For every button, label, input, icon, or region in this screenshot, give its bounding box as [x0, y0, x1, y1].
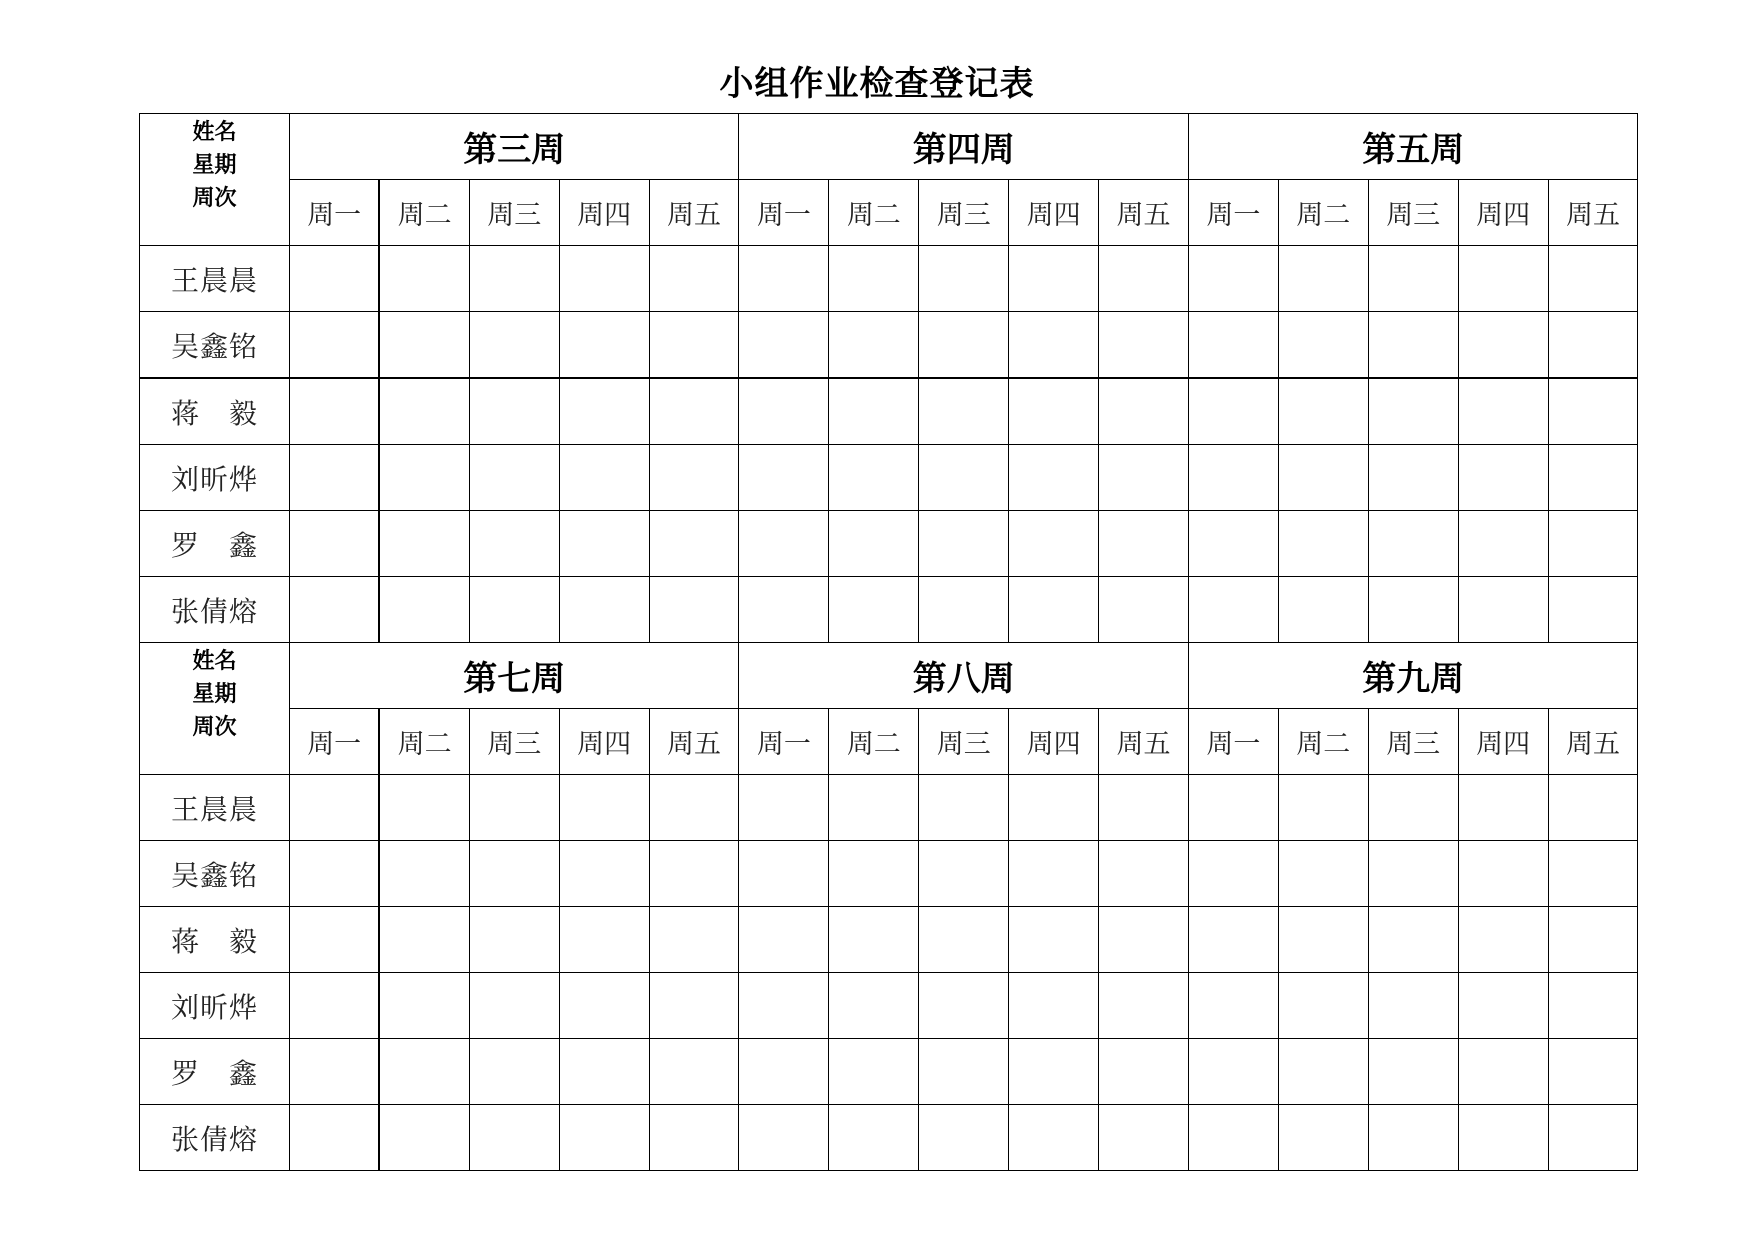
day-header: 周二 [829, 709, 919, 775]
corner-label: 周次 [192, 185, 237, 211]
check-cell[interactable] [829, 907, 919, 973]
check-cell[interactable] [919, 1105, 1009, 1171]
check-cell[interactable] [1099, 973, 1189, 1039]
check-cell[interactable] [1188, 907, 1278, 973]
check-cell[interactable] [829, 577, 919, 643]
check-cell[interactable] [1548, 246, 1638, 312]
check-cell[interactable] [739, 841, 829, 907]
corner-header-cell [140, 643, 290, 775]
check-cell[interactable] [919, 841, 1009, 907]
check-cell[interactable] [1458, 577, 1548, 643]
check-cell[interactable] [1009, 445, 1099, 511]
corner-label: 周次 [192, 714, 237, 740]
check-cell[interactable] [919, 378, 1009, 445]
week-header-row [140, 643, 1638, 709]
student-name: 罗 鑫 [140, 511, 290, 577]
check-cell[interactable] [559, 907, 649, 973]
check-cell[interactable] [290, 1105, 380, 1171]
check-cell[interactable] [1548, 775, 1638, 841]
student-row [140, 246, 1638, 312]
homework-check-table [139, 113, 1638, 1171]
student-row [140, 312, 1638, 379]
check-cell[interactable] [919, 246, 1009, 312]
check-cell[interactable] [829, 312, 919, 379]
check-cell[interactable] [559, 246, 649, 312]
check-cell[interactable] [290, 841, 380, 907]
check-cell[interactable] [649, 841, 739, 907]
week-header: 第八周 [739, 643, 1188, 709]
check-cell[interactable] [1278, 1039, 1368, 1105]
check-cell[interactable] [1368, 1039, 1458, 1105]
check-cell[interactable] [829, 775, 919, 841]
check-cell[interactable] [1009, 378, 1099, 445]
check-cell[interactable] [1099, 445, 1189, 511]
check-cell[interactable] [1548, 973, 1638, 1039]
check-cell[interactable] [379, 841, 469, 907]
check-cell[interactable] [559, 511, 649, 577]
check-cell[interactable] [290, 378, 380, 445]
check-cell[interactable] [559, 577, 649, 643]
week-header: 第三周 [290, 114, 739, 180]
check-cell[interactable] [559, 1039, 649, 1105]
day-header: 周二 [1278, 180, 1368, 246]
check-cell[interactable] [1099, 378, 1189, 445]
check-cell[interactable] [1548, 312, 1638, 379]
check-cell[interactable] [379, 511, 469, 577]
check-cell[interactable] [1278, 907, 1368, 973]
check-cell[interactable] [1188, 511, 1278, 577]
day-header: 周五 [1099, 709, 1189, 775]
student-row [140, 511, 1638, 577]
check-cell[interactable] [1278, 378, 1368, 445]
check-cell[interactable] [559, 445, 649, 511]
check-cell[interactable] [469, 973, 559, 1039]
check-cell[interactable] [739, 907, 829, 973]
check-cell[interactable] [649, 1039, 739, 1105]
check-cell[interactable] [559, 973, 649, 1039]
check-cell[interactable] [919, 907, 1009, 973]
check-cell[interactable] [469, 907, 559, 973]
check-cell[interactable] [1458, 378, 1548, 445]
check-cell[interactable] [919, 511, 1009, 577]
week-header-row [140, 114, 1638, 180]
check-cell[interactable] [1009, 312, 1099, 379]
day-header: 周四 [1009, 180, 1099, 246]
check-cell[interactable] [919, 973, 1009, 1039]
check-cell[interactable] [1278, 775, 1368, 841]
check-cell[interactable] [1099, 511, 1189, 577]
check-cell[interactable] [1009, 246, 1099, 312]
check-cell[interactable] [469, 775, 559, 841]
student-row [140, 378, 1638, 445]
check-cell[interactable] [1278, 973, 1368, 1039]
day-header: 周二 [379, 709, 469, 775]
check-cell[interactable] [829, 841, 919, 907]
check-cell[interactable] [1188, 246, 1278, 312]
check-cell[interactable] [1548, 907, 1638, 973]
check-cell[interactable] [1188, 775, 1278, 841]
check-cell[interactable] [1278, 511, 1368, 577]
check-cell[interactable] [1278, 246, 1368, 312]
check-cell[interactable] [290, 511, 380, 577]
day-header: 周一 [1188, 180, 1278, 246]
check-cell[interactable] [1368, 577, 1458, 643]
check-cell[interactable] [379, 1105, 469, 1171]
check-cell[interactable] [1458, 775, 1548, 841]
check-cell[interactable] [379, 312, 469, 379]
check-cell[interactable] [649, 378, 739, 445]
check-cell[interactable] [829, 1105, 919, 1171]
check-cell[interactable] [739, 775, 829, 841]
day-header: 周四 [1009, 709, 1099, 775]
check-cell[interactable] [1368, 312, 1458, 379]
check-cell[interactable] [1548, 1039, 1638, 1105]
check-cell[interactable] [469, 1105, 559, 1171]
corner-label: 星期 [192, 681, 237, 707]
student-row [140, 445, 1638, 511]
check-cell[interactable] [1188, 841, 1278, 907]
day-header: 周三 [1368, 180, 1458, 246]
check-cell[interactable] [1188, 1039, 1278, 1105]
corner-label: 姓名 [192, 648, 237, 674]
check-cell[interactable] [1099, 841, 1189, 907]
check-cell[interactable] [379, 577, 469, 643]
check-cell[interactable] [379, 1039, 469, 1105]
check-cell[interactable] [1009, 1105, 1099, 1171]
check-cell[interactable] [1278, 841, 1368, 907]
check-cell[interactable] [1368, 246, 1458, 312]
check-cell[interactable] [1458, 973, 1548, 1039]
check-cell[interactable] [1458, 246, 1548, 312]
check-cell[interactable] [559, 841, 649, 907]
check-cell[interactable] [1458, 511, 1548, 577]
check-cell[interactable] [1458, 1105, 1548, 1171]
check-cell[interactable] [290, 1039, 380, 1105]
check-cell[interactable] [1548, 577, 1638, 643]
check-cell[interactable] [1278, 312, 1368, 379]
check-cell[interactable] [1368, 445, 1458, 511]
check-cell[interactable] [559, 1105, 649, 1171]
check-cell[interactable] [1458, 907, 1548, 973]
check-cell[interactable] [1458, 1039, 1548, 1105]
check-cell[interactable] [829, 445, 919, 511]
check-cell[interactable] [919, 775, 1009, 841]
student-name: 刘昕烨 [140, 445, 290, 511]
check-cell[interactable] [1368, 907, 1458, 973]
day-header: 周四 [1458, 709, 1548, 775]
check-cell[interactable] [379, 246, 469, 312]
check-cell[interactable] [649, 973, 739, 1039]
day-header: 周三 [469, 709, 559, 775]
check-cell[interactable] [649, 511, 739, 577]
check-cell[interactable] [1099, 246, 1189, 312]
check-cell[interactable] [1368, 1105, 1458, 1171]
check-cell[interactable] [1009, 511, 1099, 577]
check-cell[interactable] [649, 577, 739, 643]
check-cell[interactable] [1548, 378, 1638, 445]
check-cell[interactable] [739, 246, 829, 312]
check-cell[interactable] [469, 841, 559, 907]
student-name: 刘昕烨 [140, 973, 290, 1039]
check-cell[interactable] [379, 445, 469, 511]
day-header: 周五 [1548, 709, 1638, 775]
check-cell[interactable] [469, 312, 559, 379]
week-header: 第九周 [1188, 643, 1637, 709]
day-header-row [140, 709, 1638, 775]
check-cell[interactable] [1099, 312, 1189, 379]
week-header: 第七周 [290, 643, 739, 709]
student-name: 张倩熔 [140, 577, 290, 643]
check-cell[interactable] [739, 378, 829, 445]
check-cell[interactable] [290, 445, 380, 511]
week-header: 第四周 [739, 114, 1188, 180]
check-cell[interactable] [829, 511, 919, 577]
check-cell[interactable] [1099, 577, 1189, 643]
day-header: 周一 [290, 180, 380, 246]
check-cell[interactable] [559, 775, 649, 841]
check-cell[interactable] [1009, 1039, 1099, 1105]
check-cell[interactable] [649, 775, 739, 841]
day-header: 周三 [1368, 709, 1458, 775]
day-header: 周五 [1548, 180, 1638, 246]
student-name: 吴鑫铭 [140, 841, 290, 907]
check-cell[interactable] [469, 246, 559, 312]
day-header: 周四 [1458, 180, 1548, 246]
check-cell[interactable] [739, 1105, 829, 1171]
check-cell[interactable] [290, 577, 380, 643]
check-cell[interactable] [829, 378, 919, 445]
day-header: 周五 [649, 180, 739, 246]
day-header: 周五 [1099, 180, 1189, 246]
student-row [140, 907, 1638, 973]
student-row [140, 1039, 1638, 1105]
day-header: 周一 [739, 180, 829, 246]
page-title: 小组作业检查登记表 [719, 64, 1035, 104]
check-cell[interactable] [1368, 841, 1458, 907]
check-cell[interactable] [1188, 312, 1278, 379]
check-cell[interactable] [1009, 577, 1099, 643]
day-header: 周一 [290, 709, 380, 775]
student-name: 蒋 毅 [140, 907, 290, 973]
check-cell[interactable] [1099, 1039, 1189, 1105]
check-cell[interactable] [290, 312, 380, 379]
day-header: 周一 [739, 709, 829, 775]
check-cell[interactable] [829, 246, 919, 312]
check-cell[interactable] [919, 1039, 1009, 1105]
check-cell[interactable] [739, 577, 829, 643]
check-cell[interactable] [1009, 775, 1099, 841]
check-cell[interactable] [829, 973, 919, 1039]
check-cell[interactable] [469, 1039, 559, 1105]
check-cell[interactable] [1188, 577, 1278, 643]
student-name: 张倩熔 [140, 1105, 290, 1171]
student-row [140, 1105, 1638, 1171]
check-cell[interactable] [649, 1105, 739, 1171]
check-cell[interactable] [290, 973, 380, 1039]
check-cell[interactable] [919, 577, 1009, 643]
week-header: 第五周 [1188, 114, 1637, 180]
student-row [140, 577, 1638, 643]
check-cell[interactable] [1099, 775, 1189, 841]
check-cell[interactable] [290, 775, 380, 841]
check-cell[interactable] [919, 445, 1009, 511]
check-cell[interactable] [1458, 312, 1548, 379]
day-header: 周二 [1278, 709, 1368, 775]
check-cell[interactable] [1099, 907, 1189, 973]
check-cell[interactable] [1458, 841, 1548, 907]
student-row [140, 973, 1638, 1039]
check-cell[interactable] [1548, 841, 1638, 907]
check-cell[interactable] [379, 907, 469, 973]
student-name: 王晨晨 [140, 775, 290, 841]
check-cell[interactable] [1368, 775, 1458, 841]
check-cell[interactable] [649, 246, 739, 312]
check-cell[interactable] [829, 1039, 919, 1105]
day-header: 周一 [1188, 709, 1278, 775]
day-header: 周二 [379, 180, 469, 246]
day-header: 周三 [919, 709, 1009, 775]
check-cell[interactable] [1548, 445, 1638, 511]
check-cell[interactable] [1278, 577, 1368, 643]
check-cell[interactable] [379, 775, 469, 841]
check-cell[interactable] [559, 378, 649, 445]
check-cell[interactable] [379, 973, 469, 1039]
check-cell[interactable] [1458, 445, 1548, 511]
check-cell[interactable] [1368, 511, 1458, 577]
check-cell[interactable] [739, 973, 829, 1039]
check-cell[interactable] [919, 312, 1009, 379]
day-header: 周二 [829, 180, 919, 246]
check-cell[interactable] [739, 1039, 829, 1105]
check-cell[interactable] [1278, 1105, 1368, 1171]
check-cell[interactable] [290, 907, 380, 973]
check-cell[interactable] [1188, 973, 1278, 1039]
check-cell[interactable] [649, 907, 739, 973]
student-name: 罗 鑫 [140, 1039, 290, 1105]
day-header: 周四 [559, 180, 649, 246]
student-row [140, 841, 1638, 907]
check-cell[interactable] [1278, 445, 1368, 511]
corner-header-cell [140, 114, 290, 246]
corner-label: 姓名 [192, 119, 237, 145]
student-row [140, 775, 1638, 841]
check-cell[interactable] [739, 511, 829, 577]
check-cell[interactable] [1548, 1105, 1638, 1171]
check-cell[interactable] [1548, 511, 1638, 577]
check-cell[interactable] [1009, 907, 1099, 973]
day-header-row [140, 180, 1638, 246]
check-cell[interactable] [1188, 378, 1278, 445]
check-cell[interactable] [1099, 1105, 1189, 1171]
check-cell[interactable] [1368, 973, 1458, 1039]
day-header: 周三 [919, 180, 1009, 246]
student-name: 吴鑫铭 [140, 312, 290, 379]
check-cell[interactable] [1188, 1105, 1278, 1171]
day-header: 周三 [469, 180, 559, 246]
check-cell[interactable] [1009, 973, 1099, 1039]
day-header: 周四 [559, 709, 649, 775]
check-cell[interactable] [649, 445, 739, 511]
check-cell[interactable] [379, 378, 469, 445]
check-cell[interactable] [1368, 378, 1458, 445]
check-cell[interactable] [739, 312, 829, 379]
student-name: 王晨晨 [140, 246, 290, 312]
corner-label: 星期 [192, 152, 237, 178]
check-cell[interactable] [469, 577, 559, 643]
student-name: 蒋 毅 [140, 378, 290, 445]
day-header: 周五 [649, 709, 739, 775]
check-cell[interactable] [1188, 445, 1278, 511]
check-cell[interactable] [290, 246, 380, 312]
check-cell[interactable] [649, 312, 739, 379]
check-cell[interactable] [739, 445, 829, 511]
check-cell[interactable] [469, 378, 559, 445]
check-cell[interactable] [469, 511, 559, 577]
check-cell[interactable] [1009, 841, 1099, 907]
check-cell[interactable] [559, 312, 649, 379]
check-cell[interactable] [469, 445, 559, 511]
